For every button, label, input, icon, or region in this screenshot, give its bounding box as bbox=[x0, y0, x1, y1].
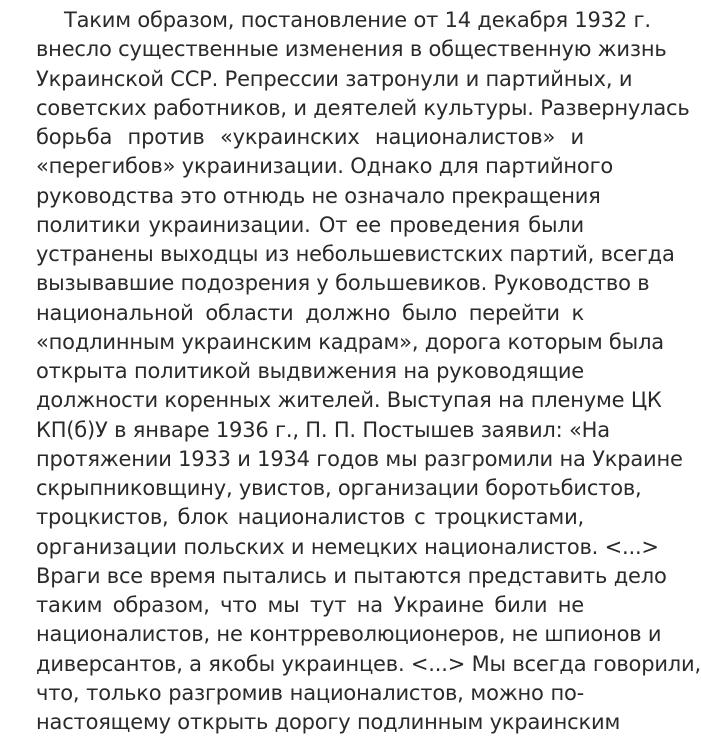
text-line: политики украинизации. От ее проведения были bbox=[36, 212, 584, 237]
text-line: КП(б)У в январе 1936 г., П. П. Постышев заявил: «На bbox=[36, 417, 610, 442]
text-line: внесло существенные изменения в общественную жизнь bbox=[36, 37, 667, 62]
text-line: руководства это отнюдь не означало прекращения bbox=[36, 183, 601, 208]
text-line: Украинской ССР. Репрессии затронули и партийных, и bbox=[36, 66, 633, 91]
text-line: вызывавшие подозрения у большевиков. Руководство в bbox=[36, 271, 650, 296]
text-line: борьба против «украинских националистов» и bbox=[36, 125, 584, 149]
text-line: устранены выходцы из небольшевистских партий, всегда bbox=[36, 242, 675, 266]
text-line: троцкистов, блок националистов с троцкистами, bbox=[36, 505, 584, 530]
text-line: организации польских и немецких националистов. <...> bbox=[36, 534, 659, 559]
text-line: таким образом, что мы тут на Украине били не bbox=[36, 593, 584, 617]
text-line: «перегибов» украинизации. Однако для партийного bbox=[36, 154, 614, 179]
text-line: «подлинным украинским кадрам», дорога которым была bbox=[36, 329, 664, 354]
text-line: скрыпниковщину, увистов, организации боротьбистов, bbox=[36, 476, 642, 500]
text-line: Таким образом, постановление от 14 декабря 1932 г. bbox=[64, 8, 651, 32]
body-paragraph bbox=[36, 6, 701, 737]
document-page bbox=[36, 6, 701, 737]
text-line: националистов, не контрреволюционеров, не шпионов и bbox=[36, 622, 662, 647]
text-line: что, только разгромив националистов, можно по- bbox=[36, 680, 584, 705]
text-line: должности коренных жителей. Выступая на пленуме ЦК bbox=[36, 388, 662, 413]
text-line: национальной области должно было перейти к bbox=[36, 300, 584, 325]
text-line: диверсантов, а якобы украинцев. <...> Мы всегда говорили, bbox=[36, 651, 701, 676]
text-line: открыта политикой выдвижения на руководящие bbox=[36, 359, 584, 383]
text-line: Враги все время пытались и пытаются представить дело bbox=[36, 563, 667, 588]
text-line: советских работников, и деятелей культуры. Развернулась bbox=[36, 95, 690, 120]
text-line: протяжении 1933 и 1934 годов мы разгромили на Украине bbox=[36, 446, 683, 471]
text-line: настоящему открыть дорогу подлинным украинским bbox=[36, 710, 621, 734]
